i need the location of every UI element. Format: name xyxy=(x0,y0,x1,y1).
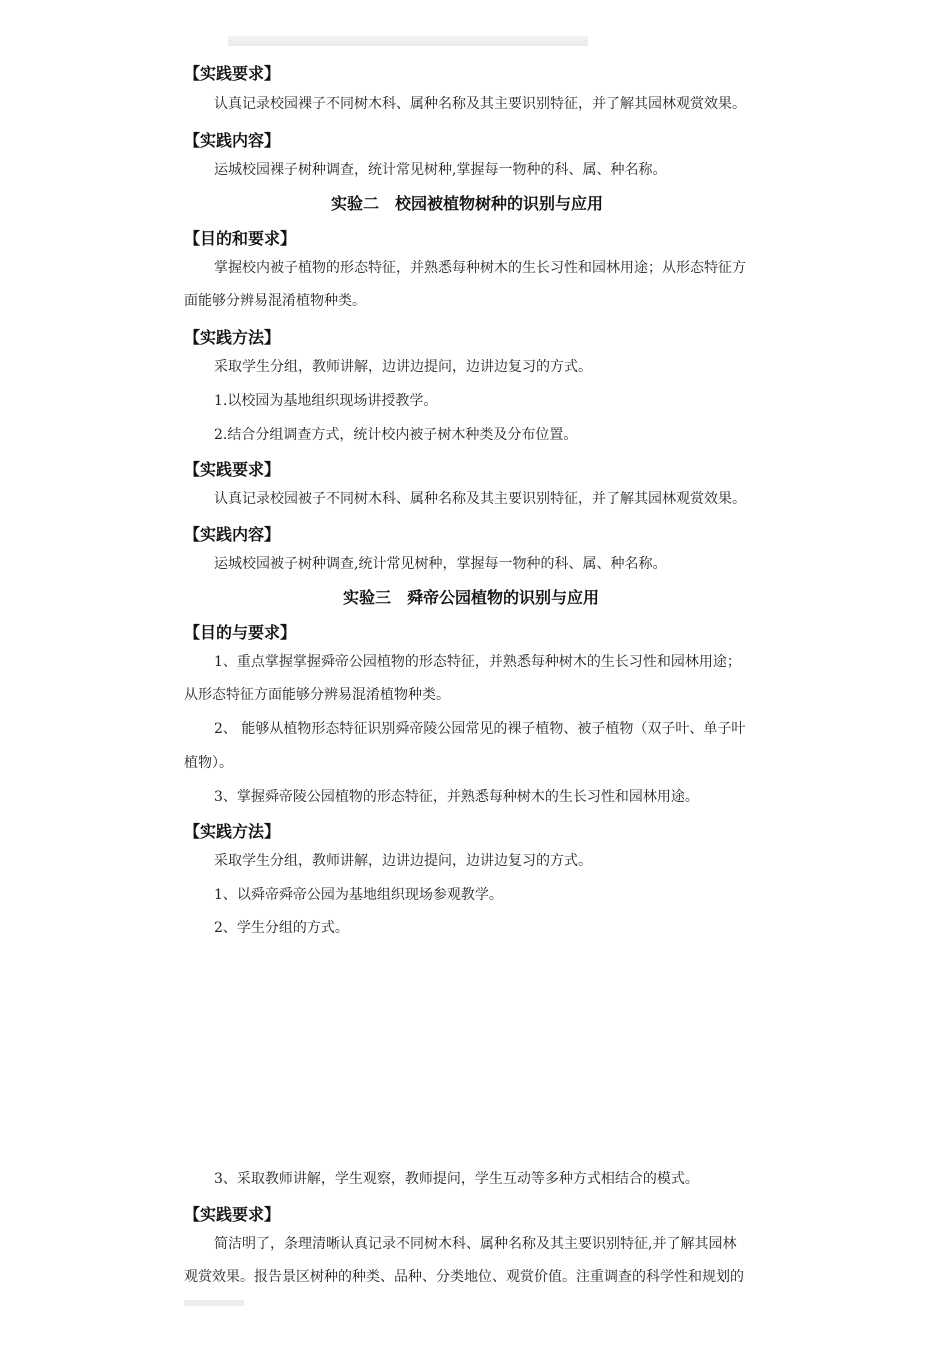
section-heading-practice-content: 【实践内容】 xyxy=(184,131,281,150)
paragraph-line: 从形态特征方面能够分辨易混淆植物种类。 xyxy=(184,687,450,703)
paragraph-line: 面能够分辨易混淆植物种类。 xyxy=(184,293,366,309)
paragraph-line: 认真记录校园被子不同树木科、属种名称及其主要识别特征，并了解其园林观赏效果。 xyxy=(214,491,746,507)
section-heading-purpose: 【目的和要求】 xyxy=(184,229,297,248)
section-heading-practice-method: 【实践方法】 xyxy=(184,328,281,347)
section-heading-practice-content: 【实践内容】 xyxy=(184,525,281,544)
section-heading-purpose: 【目的与要求】 xyxy=(184,623,297,642)
paragraph-line: 1、重点掌握掌握舜帝公园植物的形态特征，并熟悉每种树木的生长习性和园林用途； xyxy=(214,654,741,670)
experiment-title-3: 实验三 舜帝公园植物的识别与应用 xyxy=(343,588,600,607)
paragraph-line: 1.以校园为基地组织现场讲授教学。 xyxy=(214,393,438,409)
paragraph-line: 3、掌握舜帝陵公园植物的形态特征，并熟悉每种树木的生长习性和园林用途。 xyxy=(214,789,699,805)
paragraph-line: 2.结合分组调查方式，统计校内被子树木种类及分布位置。 xyxy=(214,427,578,443)
paragraph-line: 1、以舜帝舜帝公园为基地组织现场参观教学。 xyxy=(214,887,503,903)
paragraph-line: 简洁明了，条理清晰认真记录不同树木科、属种名称及其主要识别特征,并了解其园林 xyxy=(214,1236,737,1252)
paragraph-line: 采取学生分组，教师讲解，边讲边提问，边讲边复习的方式。 xyxy=(214,359,592,375)
paragraph-line: 运城校园裸子树种调查，统计常见树种,掌握每一物种的科、属、种名称。 xyxy=(214,162,667,178)
section-heading-practice-requirements: 【实践要求】 xyxy=(184,1205,281,1224)
section-heading-practice-method: 【实践方法】 xyxy=(184,822,281,841)
paragraph-line: 植物）。 xyxy=(184,755,233,771)
cropped-footer-line xyxy=(184,1300,244,1306)
paragraph-line: 掌握校内被子植物的形态特征，并熟悉每种树木的生长习性和园林用途；从形态特征方 xyxy=(214,260,746,276)
paragraph-line: 2、学生分组的方式。 xyxy=(214,920,349,936)
paragraph-line: 观赏效果。报告景区树种的种类、品种、分类地位、观赏价值。注重调查的科学性和规划的 xyxy=(184,1269,744,1285)
paragraph-line: 认真记录校园裸子不同树木科、属种名称及其主要识别特征，并了解其园林观赏效果。 xyxy=(214,96,746,112)
cropped-header-line xyxy=(228,36,588,46)
experiment-title-2: 实验二 校园被植物树种的识别与应用 xyxy=(331,194,604,213)
section-heading-practice-requirements: 【实践要求】 xyxy=(184,64,281,83)
paragraph-line: 3、采取教师讲解，学生观察，教师提问，学生互动等多种方式相结合的模式。 xyxy=(214,1171,699,1187)
paragraph-line: 2、 能够从植物形态特征识别舜帝陵公园常见的裸子植物、被子植物（双子叶、单子叶 xyxy=(214,721,746,737)
paragraph-line: 运城校园被子树种调查,统计常见树种，掌握每一物种的科、属、种名称。 xyxy=(214,556,667,572)
paragraph-line: 采取学生分组，教师讲解，边讲边提问，边讲边复习的方式。 xyxy=(214,853,592,869)
section-heading-practice-requirements: 【实践要求】 xyxy=(184,460,281,479)
